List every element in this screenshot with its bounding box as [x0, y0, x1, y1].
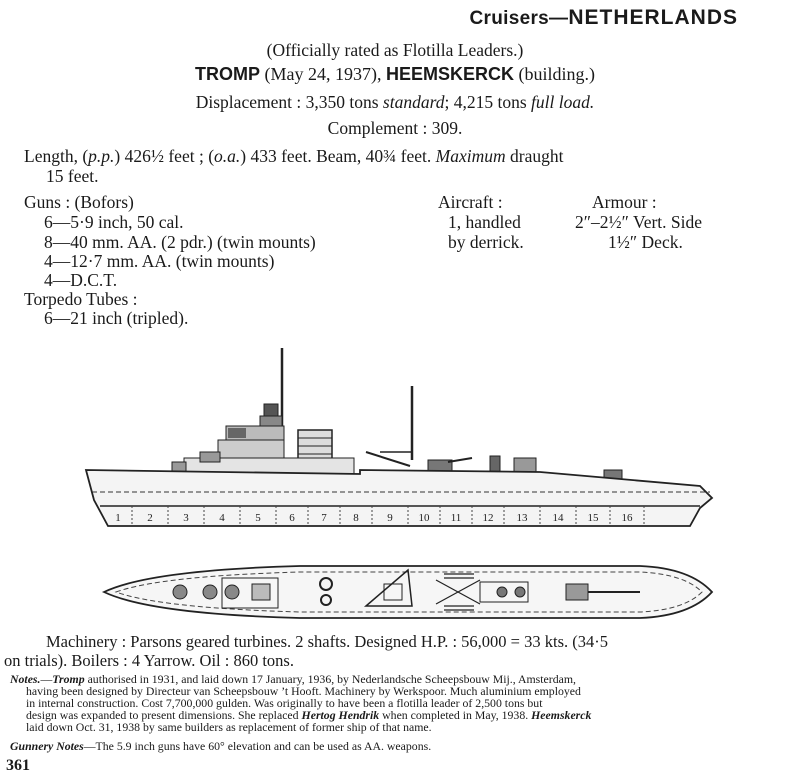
- compartment-label: 12: [482, 512, 494, 524]
- ship-deck-plan-drawing: [0, 556, 790, 632]
- compartment-label: 3: [183, 512, 189, 524]
- notes-line-2: having been designed by Directeur van Scheepsbouw ’t Hooft. Machinery by Werkspoor. Much aluminium employed: [26, 684, 581, 698]
- tromp-launch-date: (May 24, 1937),: [260, 64, 386, 84]
- compartment-label: 5: [255, 512, 261, 524]
- gun-item-3: 4—12·7 mm. AA. (twin mounts): [44, 251, 275, 271]
- page-number: 361: [6, 757, 30, 774]
- complement-line: Complement : 309.: [327, 118, 463, 138]
- compartment-label: 6: [289, 512, 295, 524]
- gunnery-notes: [10, 740, 431, 753]
- displacement-line: [0, 92, 790, 113]
- torpedo-item: 6—21 inch (tripled).: [44, 308, 189, 328]
- dim-pp: p.p.: [88, 146, 115, 166]
- aircraft-title: Aircraft :: [438, 192, 503, 212]
- compartment-label: 11: [450, 512, 462, 524]
- aircraft-line-1: 1, handled: [448, 212, 521, 232]
- torpedo-title: Torpedo Tubes :: [24, 289, 138, 309]
- ship-names-line: [0, 64, 790, 85]
- compartment-label: 15: [587, 512, 599, 524]
- compartment-label: 1: [115, 512, 121, 524]
- displacement-label: Displacement : 3,350 tons: [195, 92, 383, 112]
- dimensions-line-2: 15 feet.: [46, 166, 99, 186]
- header-prefix: Cruisers—: [469, 8, 569, 29]
- notes-heemskerck: Heemskerck: [531, 708, 592, 722]
- compartment-label: 16: [621, 512, 633, 524]
- dimensions-line-1: [24, 146, 563, 167]
- notes-text-1: authorised in 1931, and laid down 17 January, 1936, by Nederlandsche Scheepsbouw Mij., Amsterdam,: [84, 672, 576, 686]
- heemskerck-status: (building.): [514, 64, 595, 84]
- gun-item-1: 6—5·9 inch, 50 cal.: [44, 212, 184, 232]
- gunnery-label: Gunnery Notes: [10, 739, 84, 753]
- dim-maximum: Maximum: [435, 146, 506, 166]
- dim-draught: draught: [505, 146, 564, 166]
- machinery-line-2: on trials). Boilers : 4 Yarrow. Oil : 860 tons.: [4, 651, 294, 670]
- displacement-mid: ; 4,215 tons: [444, 92, 532, 112]
- dim-length-label: Length, (: [24, 146, 89, 166]
- notes-text-4a: design was expanded to present dimensions. She replaced: [26, 708, 302, 722]
- notes-label: Notes.: [10, 672, 41, 686]
- guns-title: Guns : (Bofors): [24, 192, 134, 212]
- compartment-label: 13: [516, 512, 528, 524]
- notes-line-5: laid down Oct. 31, 1938 by same builders as replacement of former ship of that name.: [26, 720, 432, 734]
- armour-line-2: 1½″ Deck.: [608, 232, 683, 252]
- compartment-label: 9: [387, 512, 393, 524]
- compartment-label: 2: [147, 512, 153, 524]
- ship-name-tromp: TROMP: [195, 64, 260, 84]
- compartment-label: 10: [418, 512, 430, 524]
- notes-tromp: Tromp: [52, 672, 85, 686]
- displacement-standard: standard: [382, 92, 445, 112]
- armour-title: Armour :: [592, 192, 657, 212]
- gun-item-4: 4—D.C.T.: [44, 270, 118, 290]
- machinery-line-1: Machinery : Parsons geared turbines. 2 shafts. Designed H.P. : 56,000 = 33 kts. (34·5: [46, 632, 608, 651]
- dim-oa: o.a.: [214, 146, 241, 166]
- dim-length-oa-beam: ) 433 feet. Beam, 40¾ feet.: [240, 146, 436, 166]
- notes-line-3: in internal construction. Cost 7,700,000 gulden. Was originally to have been a flotilla leader of 2,500 tons but: [26, 696, 543, 710]
- gunnery-text: —The 5.9 inch guns have 60° elevation and can be used as AA. weapons.: [83, 739, 432, 753]
- gun-item-2: 8—40 mm. AA. (2 pdr.) (twin mounts): [44, 232, 316, 252]
- page-header: [470, 6, 738, 30]
- aircraft-line-2: by derrick.: [448, 232, 524, 252]
- compartment-label: 7: [321, 512, 327, 524]
- armour-line-1: 2″–2½″ Vert. Side: [575, 212, 703, 232]
- rating-line: (Officially rated as Flotilla Leaders.): [266, 40, 524, 60]
- notes-hertog-hendrik: Hertog Hendrik: [301, 708, 380, 722]
- header-country: NETHERLANDS: [568, 6, 738, 29]
- notes-dash: —: [40, 672, 53, 686]
- ship-name-heemskerck: HEEMSKERCK: [385, 64, 514, 84]
- notes-text-4b: when completed in May, 1938.: [379, 708, 532, 722]
- compartment-label: 4: [219, 512, 225, 524]
- compartment-label: 14: [552, 512, 564, 524]
- dim-length-pp: ) 426½ feet ; (: [114, 146, 215, 166]
- compartment-label: 8: [353, 512, 359, 524]
- displacement-full-load: full load.: [531, 92, 595, 112]
- ship-profile-drawing: [0, 340, 790, 540]
